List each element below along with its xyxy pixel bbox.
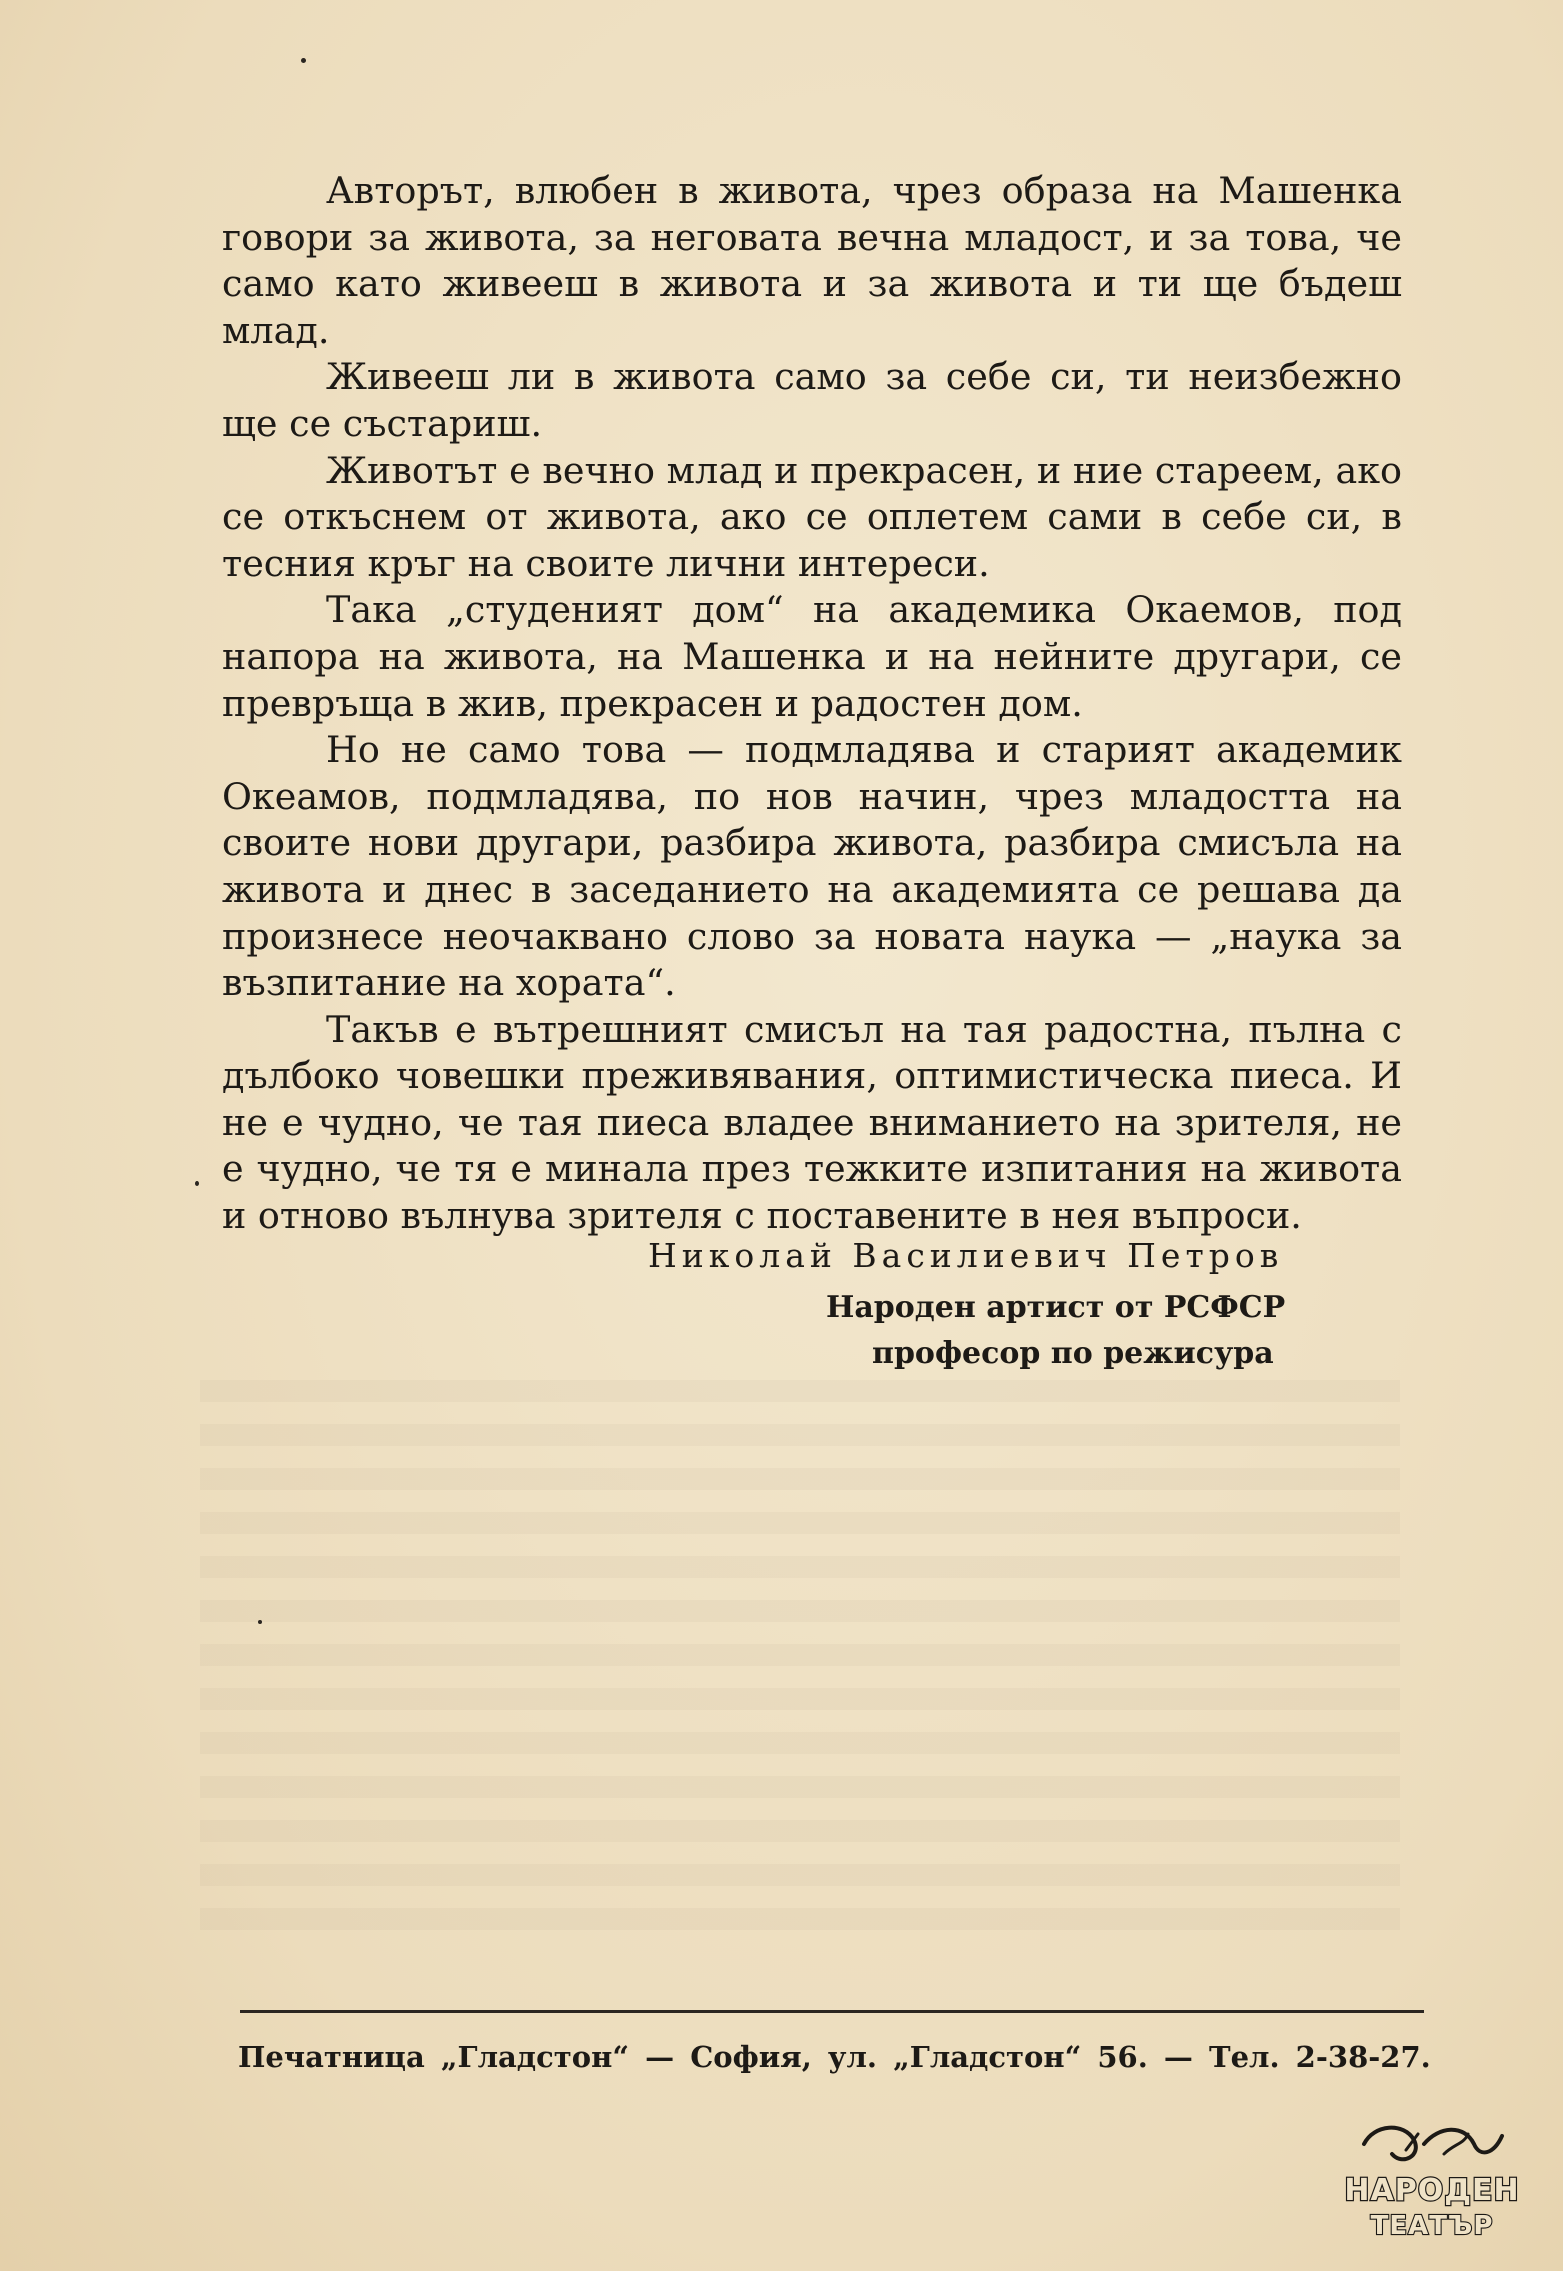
paragraph: Животът е вечно млад и прекрасен, и ние стареем, ако се откъснем от живота, ако се оплетем сами в себе си, в тесния кръг на своите лични интереси.	[222, 448, 1402, 585]
paragraph: Такъв е вътрешният смисъл на тая радостна, пълна с дълбоко човешки преживявания, оптимистическа пиеса. И не е чудно, че тая пиеса владее вниманието на зрителя, не е чудно, че тя е минала през тежките изпитания на живота и отново вълнува зрителя с поставените в нея въпроси.	[222, 1007, 1402, 1238]
paragraph: Но не само това — подмладява и старият академик Океамов, подмладява, по нов начин, чрез младостта на своите нови другари, разбира живота, разбира смисъла на живота и днес в заседанието на академията се решава да произнесе неочаквано слово за новата наука — „наука за възпитание на хората“.	[222, 728, 1402, 1005]
paper-speck	[301, 58, 306, 63]
paper-speck	[258, 1620, 262, 1624]
paper-speck	[195, 1181, 199, 1186]
footer-rule	[240, 2010, 1424, 2013]
theatre-stamp-logo	[1344, 2114, 1520, 2244]
bleed-through-texture	[200, 1380, 1400, 1940]
author-title-line1: Народен артист от РСФСР	[826, 1290, 1286, 1325]
printer-imprint: Печатница „Гладстон“ — София, ул. „Гладстон“ 56. — Тел. 2-38-27.	[238, 2040, 1431, 2074]
paragraph: Така „студеният дом“ на академика Окаемов, под напора на живота, на Машенка и на нейните другари, се превръща в жив, прекрасен и радостен дом.	[222, 588, 1402, 725]
paragraph: Авторът, влюбен в живота, чрез образа на Машенка говори за живота, за неговата вечна младост, и за това, че само като живееш в живота и за живота и ти ще бъдеш млад.	[222, 169, 1402, 352]
author-name: Николай Василиевич Петров	[648, 1236, 1284, 1275]
author-title-line2: професор по режисура	[872, 1336, 1274, 1371]
paragraph: Живееш ли в живота само за себе си, ти неизбежно ще се състариш.	[222, 355, 1402, 445]
article-body	[222, 168, 1402, 1240]
stamp-line2: ТЕАТЪР	[1370, 2211, 1494, 2241]
stamp-line1: НАРОДЕН	[1344, 2173, 1520, 2208]
